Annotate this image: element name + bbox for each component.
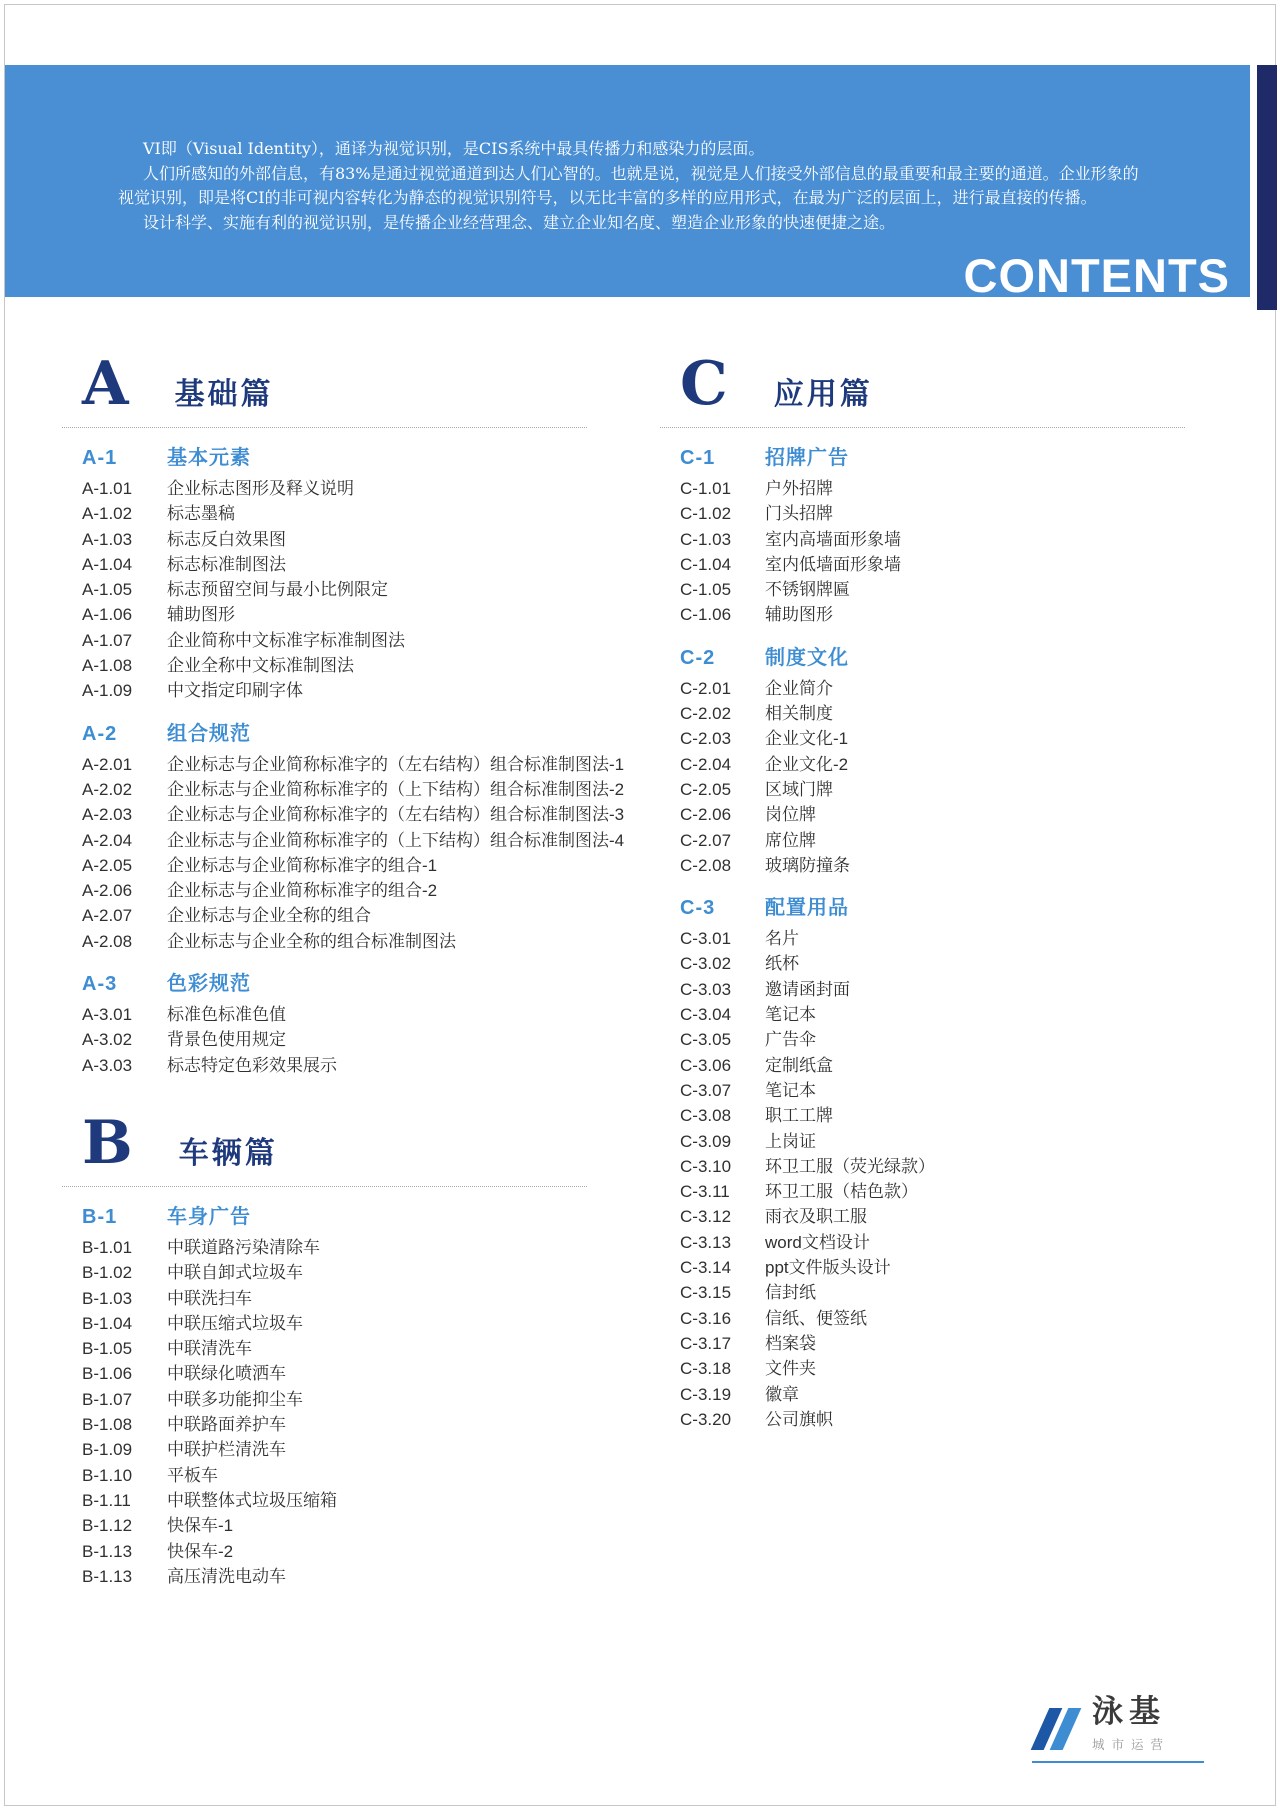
- toc-item[interactable]: [82, 577, 607, 602]
- toc-item-code: A-1.07: [82, 630, 133, 650]
- toc-item-label: 企业文化-2: [765, 754, 849, 774]
- contents-title: CONTENTS: [963, 249, 1230, 302]
- toc-item-code: C-1.01: [680, 479, 732, 498]
- toc-item[interactable]: [680, 602, 1205, 627]
- toc-item-label: 快保车-2: [167, 1541, 234, 1561]
- toc-item-code: B-1.03: [82, 1288, 133, 1308]
- toc-item-code: C-2.07: [680, 830, 732, 850]
- toc-item-code: A-2.03: [82, 805, 133, 825]
- toc-item-code: B-1.02: [82, 1263, 133, 1283]
- toc-item[interactable]: [680, 1306, 1205, 1331]
- section-letter: C: [680, 349, 728, 419]
- intro-line: 设计科学、实施有利的视觉识别，是传播企业经营理念、建立企业知名度、塑造企业形象的快速便捷之途。: [143, 212, 896, 232]
- section-header: [680, 349, 1205, 419]
- toc-item-code: A-1.06: [82, 605, 133, 625]
- toc-section: [680, 349, 1205, 1432]
- group-title: 色彩规范: [167, 973, 251, 996]
- toc-item[interactable]: [82, 1027, 607, 1052]
- toc-item-label: 企业标志与企业简称标准字的（左右结构）组合标准制图法-1: [167, 754, 625, 774]
- toc-group-heading[interactable]: [82, 719, 607, 749]
- toc-item-label: 中联洗扫车: [167, 1288, 252, 1308]
- toc-item-label: 标志墨稿: [167, 504, 235, 524]
- toc-item[interactable]: [82, 1002, 607, 1027]
- toc-item[interactable]: [82, 1463, 607, 1488]
- toc-item[interactable]: [82, 1488, 607, 1513]
- group-code: C-2: [680, 646, 716, 669]
- toc-item-label: 中联绿化喷洒车: [167, 1364, 286, 1384]
- toc-group-heading[interactable]: [82, 443, 607, 473]
- toc-item[interactable]: [680, 1356, 1205, 1381]
- toc-item-code: C-3.15: [680, 1283, 732, 1303]
- toc-item[interactable]: [680, 752, 1205, 777]
- section-letter: A: [82, 349, 129, 419]
- toc-item-code: A-3.02: [82, 1030, 133, 1050]
- toc-item-code: C-3.13: [680, 1232, 732, 1252]
- toc-section: [82, 349, 625, 1078]
- toc-item-code: B-1.05: [82, 1339, 133, 1359]
- toc-group: [680, 643, 1205, 878]
- toc-item-code: B-1.11: [82, 1490, 131, 1510]
- divider: [62, 427, 587, 428]
- toc-item-label: 中联道路污染清除车: [167, 1237, 320, 1257]
- toc-item-label: 高压清洗电动车: [167, 1566, 286, 1586]
- toc-item-code: C-3.01: [680, 929, 732, 949]
- toc-item-label: 企业简介: [765, 678, 833, 698]
- toc-item[interactable]: [82, 929, 607, 954]
- toc-item-label: 岗位牌: [765, 805, 816, 825]
- toc-item[interactable]: [680, 1407, 1205, 1432]
- toc-item-label: 名片: [765, 929, 799, 949]
- toc-item-code: A-3.03: [82, 1055, 133, 1075]
- toc-item[interactable]: [82, 1513, 607, 1538]
- toc-item-code: C-1.04: [680, 554, 732, 574]
- toc-item-label: 企业标志图形及释义说明: [167, 479, 354, 498]
- toc-item-code: A-2.04: [82, 830, 133, 850]
- toc-item-label: 中联路面养护车: [167, 1415, 286, 1435]
- toc-item-label: 室内高墙面形象墙: [765, 529, 901, 549]
- toc-item-code: C-1.05: [680, 580, 732, 600]
- toc-item-code: C-3.02: [680, 954, 732, 974]
- toc-item[interactable]: [680, 552, 1205, 577]
- toc-group: [82, 719, 625, 954]
- toc-item-label: 快保车-1: [167, 1516, 234, 1536]
- toc-item-label: 中联压缩式垃圾车: [167, 1313, 303, 1333]
- toc-item[interactable]: [82, 527, 607, 552]
- toc-item-code: A-2.06: [82, 881, 133, 901]
- toc-item-label: 企业简称中文标准字标准制图法: [167, 630, 405, 650]
- toc-item[interactable]: [82, 678, 607, 703]
- toc-item-label: 信纸、便签纸: [765, 1308, 867, 1328]
- toc-item[interactable]: [680, 1053, 1205, 1078]
- toc-item-code: B-1.12: [82, 1516, 133, 1536]
- toc-item-label: 中联整体式垃圾压缩箱: [167, 1490, 337, 1510]
- toc-item-code: A-1.02: [82, 504, 133, 524]
- toc-item-code: C-3.08: [680, 1106, 732, 1126]
- toc-item[interactable]: [680, 777, 1205, 802]
- brand-subtitle: 城市运营: [1092, 1738, 1171, 1752]
- toc-item[interactable]: [82, 1336, 607, 1361]
- section-header: [82, 1107, 607, 1178]
- toc-item[interactable]: [680, 577, 1205, 602]
- toc-item[interactable]: [82, 628, 607, 653]
- toc-item[interactable]: [82, 1539, 607, 1564]
- toc-item-code: A-2.01: [82, 754, 133, 774]
- brand-name: 泳基: [1092, 1694, 1166, 1729]
- group-title: 制度文化: [765, 646, 849, 669]
- section-title: 应用篇: [773, 378, 873, 411]
- group-title: 车身广告: [167, 1205, 251, 1228]
- toc-item[interactable]: [680, 1027, 1205, 1052]
- toc-item-label: 企业标志与企业简称标准字的组合-1: [167, 855, 438, 875]
- toc-section: [82, 1107, 607, 1589]
- toc-item-code: C-3.14: [680, 1258, 732, 1278]
- toc-item-code: C-1.03: [680, 529, 732, 549]
- toc-item[interactable]: [82, 1053, 607, 1078]
- toc-item[interactable]: [680, 527, 1205, 552]
- toc-item-code: A-1.05: [82, 580, 133, 600]
- toc-item-label: 徽章: [765, 1384, 799, 1404]
- toc-item[interactable]: [82, 501, 607, 526]
- logo-underline: [1032, 1761, 1204, 1763]
- toc-item-code: B-1.08: [82, 1415, 133, 1435]
- toc-item[interactable]: [82, 1437, 607, 1462]
- toc-item-code: C-3.05: [680, 1030, 732, 1050]
- toc-item[interactable]: [82, 552, 607, 577]
- toc-item-code: C-3.19: [680, 1384, 732, 1404]
- toc-item[interactable]: [680, 1230, 1205, 1255]
- toc-item[interactable]: [82, 777, 625, 802]
- toc-item-label: 企业标志与企业全称的组合: [167, 906, 371, 926]
- toc-item-label: 上岗证: [765, 1131, 816, 1151]
- toc-group-heading[interactable]: [82, 969, 607, 999]
- toc-item-code: C-1.06: [680, 605, 732, 625]
- toc-item-label: 企业标志与企业简称标准字的组合-2: [167, 881, 438, 901]
- toc-item-code: A-1.03: [82, 529, 133, 549]
- toc-item[interactable]: [82, 1311, 607, 1336]
- toc-item-code: A-1.08: [82, 656, 133, 676]
- toc-item-label: 企业全称中文标准制图法: [167, 656, 354, 676]
- toc-item-code: A-3.01: [82, 1005, 133, 1025]
- toc-item-code: C-3.12: [680, 1207, 732, 1227]
- toc-item[interactable]: [680, 476, 1205, 501]
- toc-item-code: C-3.20: [680, 1409, 732, 1429]
- toc-item-label: 环卫工服（荧光绿款）: [765, 1156, 935, 1176]
- toc-item[interactable]: [680, 1078, 1205, 1103]
- toc-item-label: 企业标志与企业简称标准字的（上下结构）组合标准制图法-2: [167, 779, 625, 799]
- section-header: [82, 349, 607, 419]
- toc-item[interactable]: [82, 1387, 607, 1412]
- group-code: A-2: [82, 722, 118, 745]
- toc-item-label: word文档设计: [765, 1232, 870, 1252]
- section-title: 基础篇: [174, 378, 274, 411]
- toc-item-label: 玻璃防撞条: [765, 855, 850, 875]
- toc-item[interactable]: [680, 853, 1205, 878]
- toc-item[interactable]: [680, 1204, 1205, 1229]
- toc-item-code: C-3.03: [680, 979, 732, 999]
- toc-item-label: 标志反白效果图: [167, 529, 286, 549]
- toc-item[interactable]: [82, 476, 607, 501]
- toc-group: [680, 893, 1205, 1432]
- toc-item[interactable]: [680, 701, 1205, 726]
- toc-item[interactable]: [82, 653, 607, 678]
- toc-item[interactable]: [680, 1002, 1205, 1027]
- toc-item-code: C-2.03: [680, 729, 732, 749]
- intro-line: VI即（Visual Identity），通译为视觉识别，是CIS系统中最具传播力和感染力的层面。: [143, 139, 765, 158]
- toc-item-label: 企业文化-1: [765, 729, 849, 749]
- toc-item-label: 企业标志与企业全称的组合标准制图法: [167, 931, 456, 951]
- toc-item-code: A-1.01: [82, 479, 133, 498]
- toc-item[interactable]: [82, 1235, 607, 1260]
- toc-item-label: 平板车: [167, 1465, 218, 1485]
- toc-item[interactable]: [680, 951, 1205, 976]
- toc-item[interactable]: [82, 602, 607, 627]
- toc-item-label: 中联自卸式垃圾车: [167, 1263, 303, 1283]
- toc-item-label: 辅助图形: [167, 605, 235, 625]
- toc-item[interactable]: [82, 1412, 607, 1437]
- toc-item[interactable]: [680, 676, 1205, 701]
- toc-item[interactable]: [82, 1286, 607, 1311]
- toc-item-code: C-3.09: [680, 1131, 732, 1151]
- toc-item-label: 定制纸盒: [765, 1055, 833, 1075]
- toc-item-label: 席位牌: [765, 830, 816, 850]
- toc-item[interactable]: [82, 752, 625, 777]
- toc-item[interactable]: [680, 1103, 1205, 1128]
- toc-item-code: C-2.04: [680, 754, 732, 774]
- toc-item[interactable]: [680, 1255, 1205, 1280]
- toc-item-label: 辅助图形: [765, 605, 833, 625]
- toc-item-label: 广告伞: [765, 1030, 816, 1050]
- toc-item-code: B-1.07: [82, 1389, 133, 1409]
- toc-item-label: 雨衣及职工服: [765, 1207, 867, 1227]
- toc-item-code: C-2.08: [680, 855, 732, 875]
- toc-item-label: ppt文件版头设计: [765, 1258, 891, 1278]
- toc-item-label: 企业标志与企业简称标准字的（上下结构）组合标准制图法-4: [167, 830, 625, 850]
- toc-item-code: A-2.08: [82, 931, 133, 951]
- toc-item-label: 标志标准制图法: [167, 554, 286, 574]
- toc-group: [82, 1202, 607, 1589]
- toc-item-label: 职工工牌: [765, 1106, 833, 1126]
- toc-item-label: 中联护栏清洗车: [167, 1440, 286, 1460]
- toc-item-label: 标准色标准色值: [167, 1005, 286, 1025]
- toc-item-code: B-1.04: [82, 1313, 133, 1333]
- toc-item-code: C-3.11: [680, 1182, 730, 1202]
- toc-item[interactable]: [680, 726, 1205, 751]
- toc-item[interactable]: [82, 802, 625, 827]
- toc-item-label: 公司旗帜: [765, 1409, 833, 1429]
- toc-item-code: C-2.05: [680, 779, 732, 799]
- toc-item-label: 笔记本: [765, 1005, 816, 1025]
- toc-item-code: A-2.02: [82, 779, 133, 799]
- toc-item[interactable]: [680, 501, 1205, 526]
- toc-item-label: 信封纸: [765, 1283, 816, 1303]
- toc-item-label: 门头招牌: [765, 504, 833, 524]
- toc-item[interactable]: [82, 903, 607, 928]
- toc-group-heading[interactable]: [82, 1202, 607, 1232]
- toc-item[interactable]: [680, 802, 1205, 827]
- group-title: 组合规范: [167, 722, 251, 745]
- toc-item-code: C-3.07: [680, 1080, 732, 1100]
- toc-item[interactable]: [82, 1260, 607, 1285]
- toc-item[interactable]: [680, 977, 1205, 1002]
- toc-item[interactable]: [680, 1129, 1205, 1154]
- toc-group-heading[interactable]: [680, 893, 1205, 923]
- toc-item-code: B-1.01: [82, 1237, 133, 1257]
- toc-item-label: 中文指定印刷字体: [167, 681, 303, 701]
- toc-item[interactable]: [82, 853, 607, 878]
- toc-item-label: 笔记本: [765, 1080, 816, 1100]
- group-title: 配置用品: [765, 897, 849, 920]
- group-code: B-1: [82, 1205, 118, 1228]
- toc-item-label: 环卫工服（桔色款）: [765, 1182, 918, 1202]
- yongji-logo-icon: [1032, 1705, 1082, 1753]
- toc-item-code: A-1.09: [82, 681, 133, 701]
- toc-item-label: 不锈钢牌匾: [765, 580, 850, 600]
- toc-group: [680, 443, 1205, 628]
- toc-item[interactable]: [680, 828, 1205, 853]
- toc-item-label: 标志预留空间与最小比例限定: [167, 580, 388, 600]
- intro-paragraph: [118, 137, 1139, 235]
- toc-item[interactable]: [82, 878, 607, 903]
- toc-item[interactable]: [680, 1331, 1205, 1356]
- toc-item-label: 文件夹: [765, 1359, 816, 1379]
- toc-item-code: C-3.06: [680, 1055, 732, 1075]
- toc-item-label: 相关制度: [765, 704, 833, 724]
- toc-item-label: 户外招牌: [765, 479, 833, 498]
- group-code: A-1: [82, 447, 118, 469]
- toc-item-label: 档案袋: [765, 1333, 816, 1353]
- toc-item-label: 标志特定色彩效果展示: [167, 1055, 337, 1075]
- toc-item-code: B-1.09: [82, 1440, 133, 1460]
- toc-group-heading[interactable]: [680, 443, 1205, 473]
- toc-item-label: 中联多功能抑尘车: [167, 1389, 303, 1409]
- toc-item-code: C-3.17: [680, 1333, 732, 1353]
- toc-item-label: 区域门牌: [765, 779, 833, 799]
- toc-item-code: A-1.04: [82, 554, 133, 574]
- intro-banner: [5, 65, 1250, 302]
- toc-item-label: 纸杯: [765, 954, 799, 974]
- group-title: 基本元素: [167, 447, 251, 469]
- divider: [62, 1186, 587, 1187]
- toc-item-label: 邀请函封面: [765, 979, 850, 999]
- toc-item[interactable]: [82, 1361, 607, 1386]
- toc-item[interactable]: [82, 1564, 607, 1589]
- toc-item-label: 中联清洗车: [167, 1339, 252, 1359]
- intro-line: 视觉识别，即是将CI的非可视内容转化为静态的视觉识别符号，以无比丰富的多样的应用形式，在最为广泛的层面上，进行最直接的传播。: [118, 188, 1097, 207]
- toc-item-code: C-3.04: [680, 1005, 732, 1025]
- toc-item-code: C-1.02: [680, 504, 732, 524]
- toc-item-label: 室内低墙面形象墙: [765, 554, 901, 574]
- group-title: 招牌广告: [765, 447, 849, 469]
- toc-item-code: B-1.06: [82, 1364, 133, 1384]
- accent-bar: [1257, 65, 1277, 310]
- toc-item-code: C-3.16: [680, 1308, 732, 1328]
- intro-line: 人们所感知的外部信息，有83%是通过视觉通道到达人们心智的。也就是说，视觉是人们接受外部信息的最重要和最主要的通道。企业形象的: [143, 163, 1139, 183]
- toc-item[interactable]: [82, 828, 625, 853]
- toc-column-left: [82, 349, 625, 1589]
- toc-item-code: B-1.13: [82, 1541, 133, 1561]
- toc-group: [82, 443, 607, 704]
- divider: [660, 427, 1185, 428]
- toc-item-code: C-2.02: [680, 704, 732, 724]
- toc-item-code: A-2.05: [82, 855, 133, 875]
- toc-item-code: C-2.06: [680, 805, 732, 825]
- toc-item-code: A-2.07: [82, 906, 133, 926]
- toc-item[interactable]: [680, 1280, 1205, 1305]
- group-code: C-1: [680, 447, 716, 469]
- brand-logo: [1032, 1695, 1212, 1763]
- toc-item-code: B-1.10: [82, 1465, 133, 1485]
- toc-item-code: B-1.13: [82, 1566, 133, 1586]
- toc-group: [82, 969, 607, 1078]
- toc-item[interactable]: [680, 1179, 1205, 1204]
- toc-item-label: 背景色使用规定: [167, 1030, 286, 1050]
- toc-item-code: C-3.18: [680, 1359, 732, 1379]
- toc-item[interactable]: [680, 926, 1205, 951]
- toc-column-right: [680, 349, 1205, 1432]
- group-code: A-3: [82, 973, 118, 996]
- toc-item-code: C-2.01: [680, 678, 732, 698]
- toc-item[interactable]: [680, 1154, 1205, 1179]
- group-code: C-3: [680, 897, 716, 920]
- section-letter: B: [82, 1107, 133, 1178]
- toc-item-label: 企业标志与企业简称标准字的（左右结构）组合标准制图法-3: [167, 805, 625, 825]
- toc-item-code: C-3.10: [680, 1156, 732, 1176]
- toc-group-heading[interactable]: [680, 643, 1205, 673]
- toc-item[interactable]: [680, 1382, 1205, 1407]
- section-title: 车辆篇: [178, 1136, 278, 1170]
